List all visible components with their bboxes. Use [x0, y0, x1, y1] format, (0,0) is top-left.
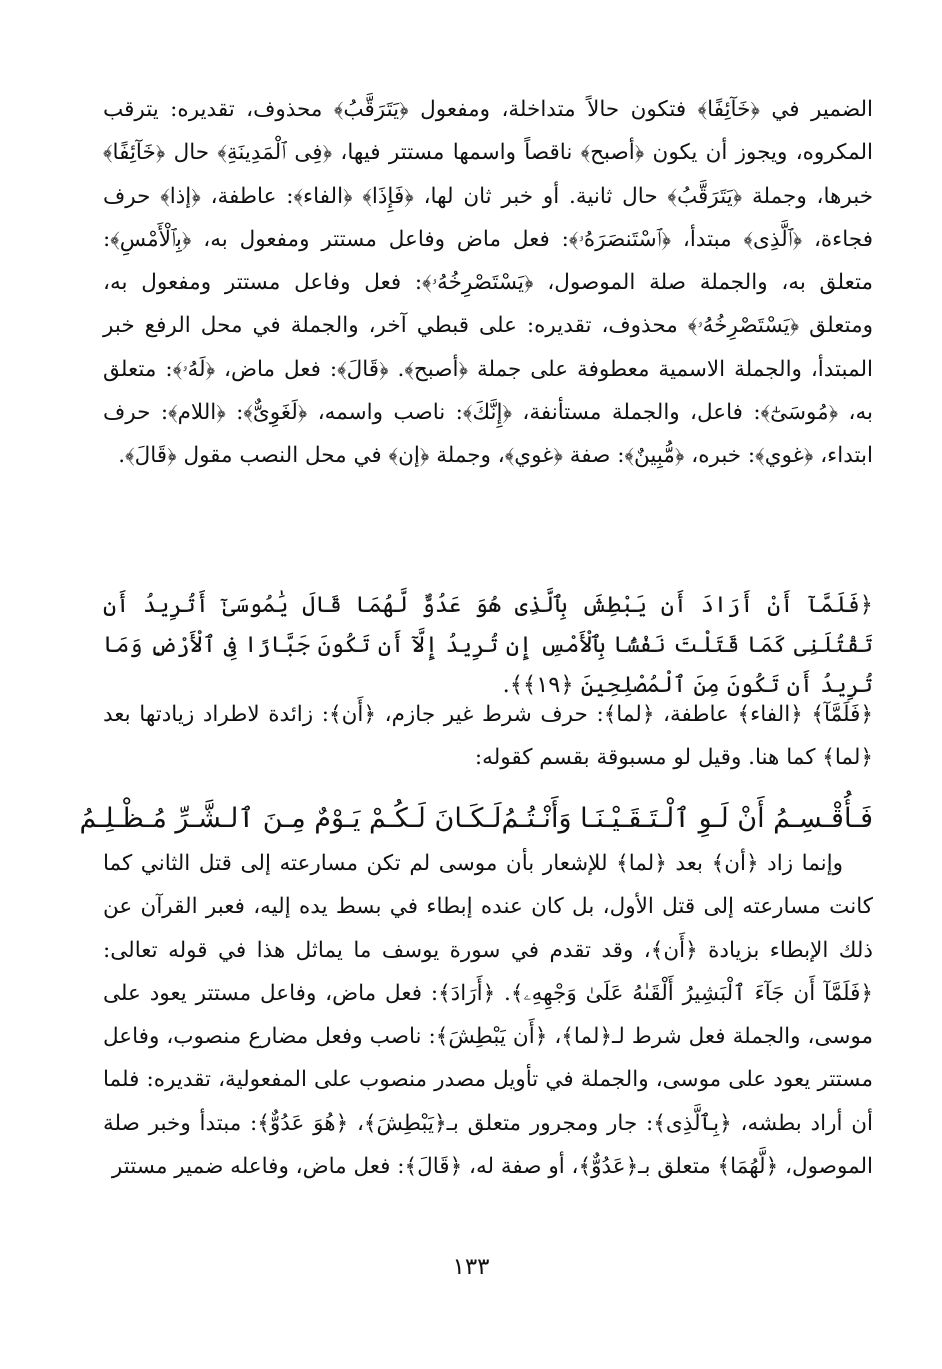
poetry-hemistich-second: لَـكَـانَ لَـكُـمْ يَـوْمٌ مِـنَ ٱلـشَّـرِّ مُـظْـلِـمُ — [79, 803, 502, 834]
commentary-paragraph-3 — [103, 842, 873, 1188]
page-number: ١٣٣ — [452, 1254, 490, 1280]
quran-verse-text: ﴿فَلَمَّآ أَنْ أَرَادَ أَن يَبْطِشَ بِٱلَّذِى هُوَ عَدُوٌّ لَّهُمَا قَالَ يَٰمُوسَىٰٓ أَتُرِيدُ أَن تَقْتُلَنِى كَمَا قَتَلْتَ نَفْسًۢا بِٱلْأَمْسِ إِن تُرِيدُ إِلَّآ أَن تَكُونَ جَبَّارًا فِى ٱلْأَرْضِ وَمَا تُرِيدُ أَن تَكُونَ مِنَ ٱلْمُصْلِحِينَ ﴿١٩﴾﴾. — [103, 592, 873, 698]
commentary-text-2: ﴿فَلَمَّآ﴾ ﴿الفاء﴾ عاطفة، ﴿لما﴾: حرف شرط غير جازم، ﴿أَن﴾: زائدة لاطراد زيادتها بعد ﴿لما﴾ كما هنا. وقيل لو مسبوقة بقسم كقوله: — [103, 702, 873, 771]
commentary-paragraph-1 — [103, 88, 873, 478]
quran-verse-block — [103, 585, 873, 705]
commentary-text-1: الضمير في ﴿خَآئِفًا﴾ فتكون حالاً متداخلة، ومفعول ﴿يَتَرَقَّبُ﴾ محذوف، تقديره: يترقب المكروه، ويجوز أن يكون ﴿أصبح﴾ ناقصاً واسمها مستتر فيها، ﴿فِى ٱلْمَدِينَةِ﴾ حال ﴿خَآئِفًا﴾ خبرها، وجملة ﴿يَتَرَقَّبُ﴾ حال ثانية. أو خبر ثان لها، ﴿فَإِذَا﴾ ﴿الفاء﴾: عاطفة، ﴿إذا﴾ حرف فجاءة، ﴿ٱلَّذِى﴾ مبتدأ، ﴿ٱسْتَنصَرَهُۥ﴾: فعل ماض وفاعل مستتر ومفعول به، ﴿بِٱلْأَمْسِ﴾: متعلق به، والجملة صلة الموصول، ﴿يَسْتَصْرِخُهُۥ﴾: فعل وفاعل مستتر ومفعول به، ومتعلق ﴿يَسْتَصْرِخُهُۥ﴾ محذوف، تقديره: على قبطي آخر، والجملة في محل الرفع خبر المبتدأ، والجملة الاسمية معطوفة على جملة ﴿أصبح﴾. ﴿قَالَ﴾: فعل ماض، ﴿لَهُۥ﴾: متعلق به، ﴿مُوسَىٰٓ﴾: فاعل، والجملة مستأنفة، ﴿إِنَّكَ﴾: ناصب واسمه، ﴿لَغَوِىٌّ﴾: ﴿اللام﴾: حرف ابتداء، ﴿غوي﴾: خبره، ﴿مُّبِينٌ﴾: صفة ﴿غوي﴾، وجملة ﴿إن﴾ في محل النصب مقول ﴿قَالَ﴾. — [103, 97, 873, 469]
poetry-hemistich-first: فَـأُقْـسِـمُ أَنْ لَـوِ ٱلْـتَـقَـيْـنَـا وَأَنْـتُـمُ — [501, 803, 873, 834]
commentary-paragraph-2 — [103, 693, 873, 780]
commentary-text-3: وإنما زاد ﴿أن﴾ بعد ﴿لما﴾ للإشعار بأن موسى لم تكن مسارعته إلى قتل الثاني كما كانت مسارعته إلى قتل الأول، بل كان عنده إبطاء في بسط يده إليه، فعبر القرآن عن ذلك الإبطاء بزيادة ﴿أَن﴾، وقد تقدم في سورة يوسف ما يماثل هذا في قوله تعالى: ﴿فَلَمَّآ أَن جَآءَ ٱلْبَشِيرُ أَلْقَىٰهُ عَلَىٰ وَجْهِهِۦ﴾. ﴿أَرَادَ﴾: فعل ماض، وفاعل مستتر يعود على موسى، والجملة فعل شرط لـ﴿لما﴾، ﴿أَن يَبْطِشَ﴾: ناصب وفعل مضارع منصوب، وفاعل مستتر يعود على موسى، والجملة في تأويل مصدر منصوب على المفعولية، تقديره: فلما أن أراد بطشه، ﴿بِٱلَّذِى﴾: جار ومجرور متعلق بـ﴿يَبْطِشَ﴾، ﴿هُوَ عَدُوٌّ﴾: مبتدأ وخبر صلة الموصول، ﴿لَّهُمَا﴾ متعلق بـ﴿عَدُوٌّ﴾، أو صفة له، ﴿قَالَ﴾: فعل ماض، وفاعله ضمير مستتر — [103, 851, 873, 1180]
poetry-verse — [79, 795, 873, 843]
